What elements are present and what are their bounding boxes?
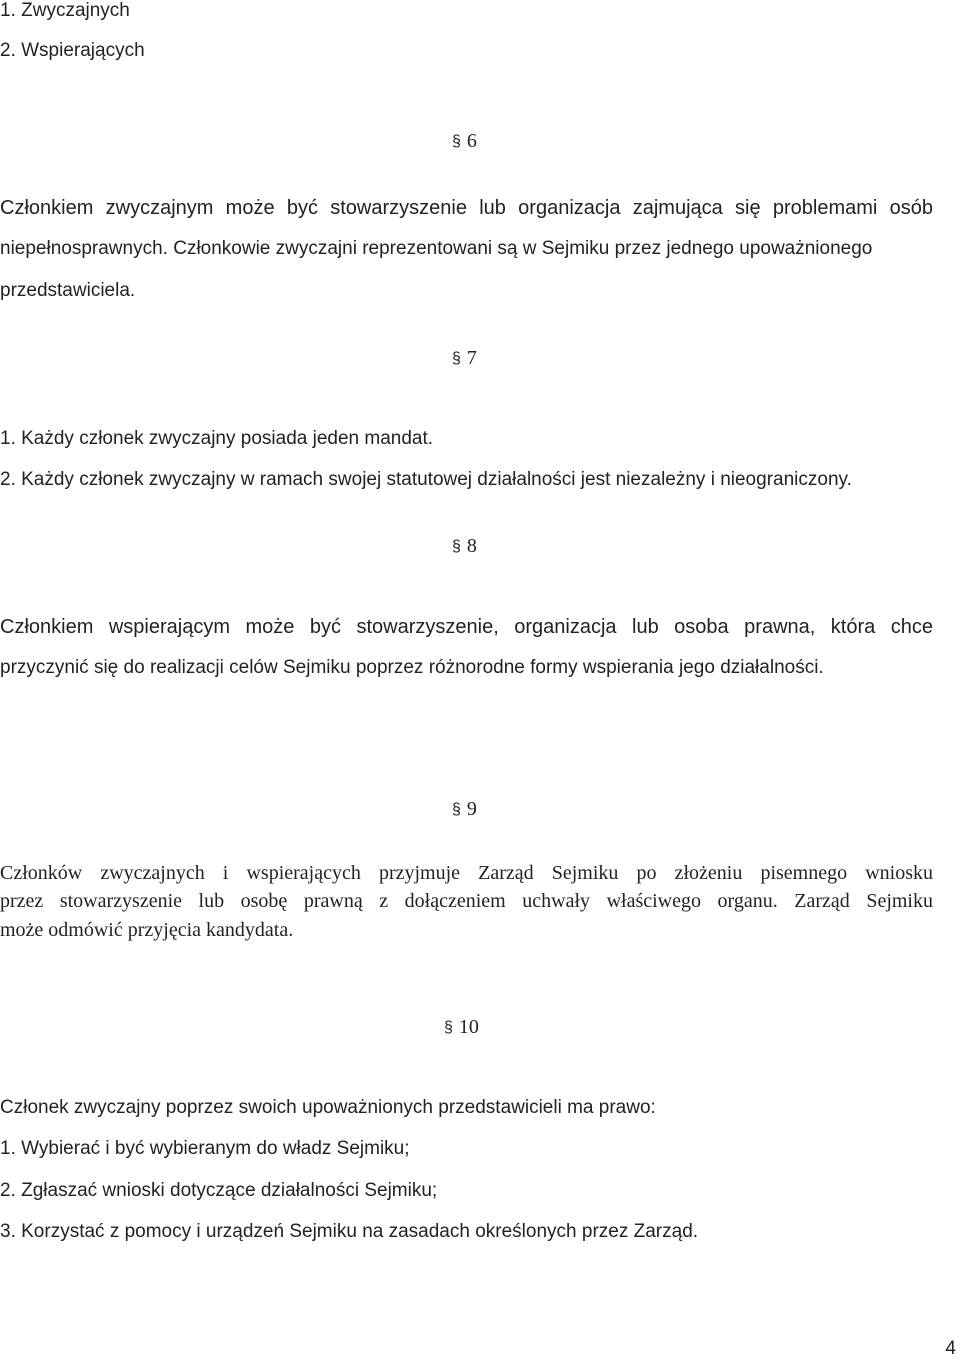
- list-item: 1. Wybierać i być wybieranym do władz Sejmiku;: [0, 1138, 410, 1159]
- section-symbol: §: [444, 1019, 453, 1036]
- section-symbol: §: [452, 538, 461, 555]
- list-item: 2. Wspierających: [0, 40, 145, 61]
- section-heading: [452, 130, 512, 153]
- section-number: 10: [458, 1016, 479, 1038]
- section-number: 8: [466, 535, 477, 557]
- list-item: 2. Zgłaszać wnioski dotyczące działalności Sejmiku;: [0, 1180, 438, 1201]
- section-number: 7: [466, 347, 477, 369]
- paragraph-line: przedstawiciela.: [0, 280, 136, 301]
- section-heading: [452, 535, 512, 558]
- paragraph-line: Członkiem zwyczajnym może być stowarzyszenie lub organizacja zajmująca się problemami osób: [0, 197, 933, 219]
- paragraph-line: może odmówić przyjęcia kandydata.: [0, 919, 294, 941]
- list-item: 3. Korzystać z pomocy i urządzeń Sejmiku na zasadach określonych przez Zarząd.: [0, 1221, 699, 1242]
- paragraph-line: Członek zwyczajny poprzez swoich upoważnionych przedstawicieli ma prawo:: [0, 1097, 656, 1118]
- section-number: 6: [466, 130, 477, 152]
- section-heading: [452, 798, 512, 821]
- paragraph-line: niepełnosprawnych. Członkowie zwyczajni reprezentowani są w Sejmiku przez jednego upoważnionego: [0, 238, 873, 259]
- section-symbol: §: [452, 133, 461, 150]
- paragraph-line: przez stowarzyszenie lub osobę prawną z dołączeniem uchwały właściwego organu. Zarząd Sejmiku: [0, 890, 933, 912]
- paragraph-line: przyczynić się do realizacji celów Sejmiku poprzez różnorodne formy wspierania jego działalności.: [0, 657, 824, 678]
- paragraph-line: Członków zwyczajnych i wspierających przyjmuje Zarząd Sejmiku po złożeniu pisemnego wniosku: [0, 862, 933, 884]
- section-symbol: §: [452, 350, 461, 367]
- section-number: 9: [466, 798, 477, 820]
- section-heading: [444, 1016, 504, 1039]
- list-item: 1. Zwyczajnych: [0, 0, 130, 21]
- paragraph-line: 1. Każdy członek zwyczajny posiada jeden mandat.: [0, 428, 434, 449]
- section-symbol: §: [452, 801, 461, 818]
- page-number: 4: [945, 1338, 956, 1359]
- paragraph-line: 2. Każdy członek zwyczajny w ramach swojej statutowej działalności jest niezależny i nieograniczony.: [0, 469, 852, 490]
- paragraph-line: Członkiem wspierającym może być stowarzyszenie, organizacja lub osoba prawna, która chce: [0, 616, 933, 638]
- section-heading: [452, 347, 512, 370]
